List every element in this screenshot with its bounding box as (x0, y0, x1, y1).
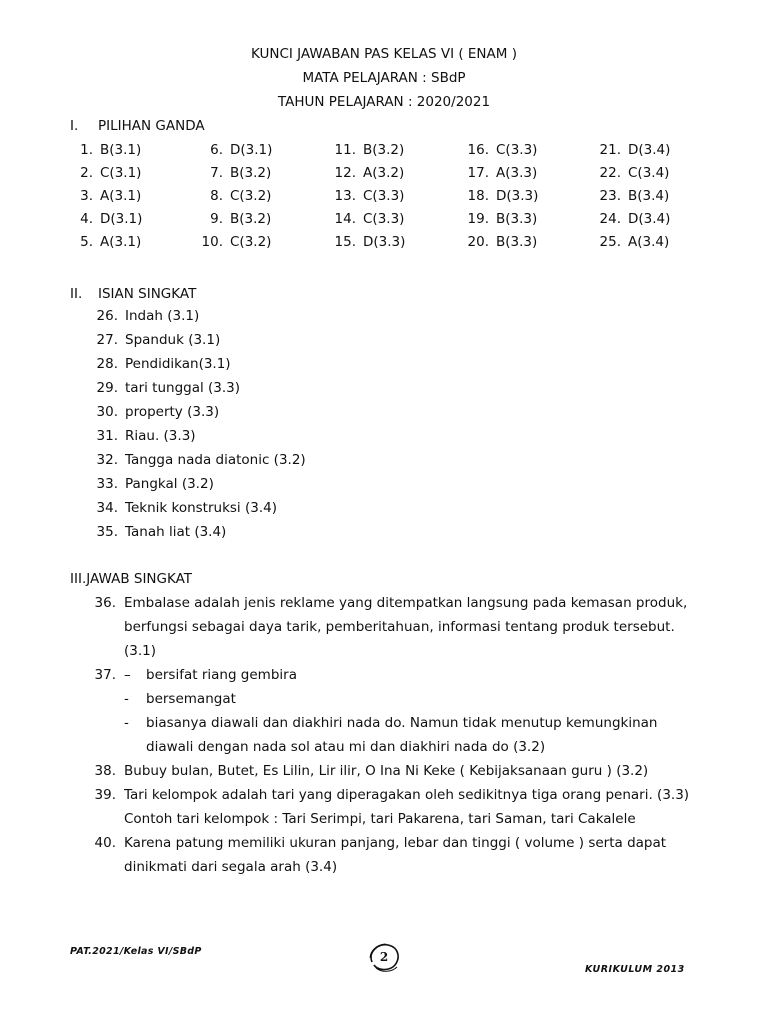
mc-answer (459, 234, 537, 250)
section-title: ISIAN SINGKAT (98, 286, 197, 302)
mc-answer (591, 142, 670, 158)
answer-value: A(3.3) (496, 165, 538, 181)
question-number: 10. (201, 234, 223, 250)
answer-value: B(3.4) (628, 188, 670, 204)
mc-answer (459, 188, 538, 204)
header-title: KUNCI JAWABAN PAS KELAS VI ( ENAM ) (251, 46, 517, 62)
answer-value: D(3.1) (100, 211, 143, 227)
header-year: TAHUN PELAJARAN : 2020/2021 (277, 94, 491, 110)
answer-value: C(3.3) (496, 142, 538, 158)
question-number: 11. (334, 142, 356, 158)
question-number: 13. (334, 188, 356, 204)
answer-value: C(3.3) (363, 188, 405, 204)
mc-answer (459, 165, 537, 181)
answer-value: D(3.4) (628, 211, 671, 227)
mc-answer (591, 188, 669, 204)
mc-answer (63, 142, 141, 158)
question-number: 7. (210, 165, 223, 181)
essay-text: Embalase adalah jenis reklame yang ditempatkan langsung pada kemasan produk, (124, 595, 688, 611)
question-number: 31. (96, 428, 118, 444)
answer-value: D(3.3) (496, 188, 539, 204)
essay-text: (3.1) (124, 643, 157, 659)
short-answer-item (95, 476, 214, 492)
essay-text: Karena patung memiliki ukuran panjang, lebar dan tinggi ( volume ) serta dapat (124, 835, 667, 851)
bullet-dash: – (124, 667, 131, 683)
question-number: 6. (210, 142, 223, 158)
mc-answer (63, 234, 141, 250)
question-number: 20. (467, 234, 489, 250)
essay-text: berfungsi sebagai daya tarik, pemberitahuan, informasi tentang produk tersebut. (124, 619, 675, 635)
essay-text: Contoh tari kelompok : Tari Serimpi, tari Pakarena, tari Saman, tari Cakalele (124, 811, 636, 827)
question-number: 9. (210, 211, 223, 227)
essay-text: Tari kelompok adalah tari yang diperagakan oleh sedikitnya tiga orang penari. (3.3) (124, 787, 690, 803)
header-subject: MATA PELAJARAN : SBdP (302, 70, 466, 86)
mc-answer (326, 142, 404, 158)
short-answer-item (95, 500, 277, 516)
essay-text: diawali dengan nada sol atau mi dan diakhiri nada do (3.2) (146, 739, 546, 755)
answer-value: A(3.1) (100, 188, 142, 204)
answer-value: B(3.3) (496, 211, 538, 227)
mc-answer (326, 165, 404, 181)
answer-value: B(3.2) (230, 211, 272, 227)
mc-answer (459, 211, 537, 227)
mc-answer (193, 211, 271, 227)
question-number: 17. (467, 165, 489, 181)
essay-text: bersifat riang gembira (146, 667, 297, 683)
answer-text: Riau. (3.3) (125, 428, 196, 444)
answer-value: A(3.2) (363, 165, 405, 181)
answer-value: D(3.3) (363, 234, 406, 250)
question-number: 24. (599, 211, 621, 227)
answer-value: A(3.1) (100, 234, 142, 250)
section-heading-short-answer (70, 286, 196, 302)
question-number: 3. (80, 188, 93, 204)
short-answer-item (95, 452, 306, 468)
essay-number: 36. (94, 595, 116, 611)
section-number: I. (70, 118, 79, 134)
mc-answer (459, 142, 537, 158)
essay-text: bersemangat (146, 691, 236, 707)
answer-value: A(3.4) (628, 234, 670, 250)
short-answer-item (95, 404, 219, 420)
footer-curriculum: KURIKULUM 2013 (585, 964, 685, 975)
mc-answer (63, 165, 141, 181)
answer-text: Pendidikan(3.1) (125, 356, 231, 372)
short-answer-item (95, 356, 231, 372)
mc-answer (326, 234, 405, 250)
mc-answer (193, 142, 272, 158)
answer-text: Spanduk (3.1) (125, 332, 221, 348)
essay-text: dinikmati dari segala arah (3.4) (124, 859, 338, 875)
question-number: 16. (467, 142, 489, 158)
question-number: 28. (96, 356, 118, 372)
page-number: 2 (379, 950, 389, 964)
answer-value: C(3.2) (230, 234, 272, 250)
answer-value: B(3.3) (496, 234, 538, 250)
answer-text: Tangga nada diatonic (3.2) (125, 452, 306, 468)
question-number: 27. (96, 332, 118, 348)
question-number: 30. (96, 404, 118, 420)
question-number: 21. (599, 142, 621, 158)
essay-number: 37. (94, 667, 116, 683)
question-number: 34. (96, 500, 118, 516)
question-number: 18. (467, 188, 489, 204)
answer-text: Pangkal (3.2) (125, 476, 214, 492)
question-number: 2. (80, 165, 93, 181)
mc-answer (326, 211, 404, 227)
footer-exam-code: PAT.2021/Kelas VI/SBdP (70, 946, 202, 957)
essay-text: Bubuy bulan, Butet, Es Lilin, Lir ilir, O Ina Ni Keke ( Kebijaksanaan guru ) (3.2) (124, 763, 649, 779)
question-number: 14. (334, 211, 356, 227)
short-answer-item (95, 428, 196, 444)
mc-answer (591, 165, 669, 181)
section-heading-essay: III.JAWAB SINGKAT (70, 571, 193, 587)
mc-answer (193, 188, 271, 204)
answer-value: C(3.4) (628, 165, 670, 181)
short-answer-item (95, 332, 220, 348)
answer-value: C(3.1) (100, 165, 142, 181)
question-number: 26. (96, 308, 118, 324)
short-answer-item (95, 308, 199, 324)
question-number: 1. (80, 142, 93, 158)
answer-value: C(3.2) (230, 188, 272, 204)
mc-answer (591, 234, 669, 250)
mc-answer (591, 211, 670, 227)
mc-answer (193, 234, 271, 250)
answer-text: Tanah liat (3.4) (125, 524, 227, 540)
essay-number: 39. (94, 787, 116, 803)
section-number: II. (70, 286, 83, 302)
answer-value: B(3.2) (230, 165, 272, 181)
answer-text: Indah (3.1) (125, 308, 200, 324)
essay-number: 40. (94, 835, 116, 851)
section-title: PILIHAN GANDA (98, 118, 205, 134)
question-number: 4. (80, 211, 93, 227)
answer-value: C(3.3) (363, 211, 405, 227)
question-number: 12. (334, 165, 356, 181)
question-number: 32. (96, 452, 118, 468)
short-answer-item (95, 380, 240, 396)
question-number: 5. (80, 234, 93, 250)
answer-text: tari tunggal (3.3) (125, 380, 241, 396)
question-number: 29. (96, 380, 118, 396)
question-number: 15. (334, 234, 356, 250)
mc-answer (193, 165, 271, 181)
answer-value: B(3.1) (100, 142, 142, 158)
section-heading-multiple-choice (70, 118, 205, 134)
mc-answer (63, 188, 141, 204)
essay-text: biasanya diawali dan diakhiri nada do. Namun tidak menutup kemungkinan (146, 715, 658, 731)
mc-answer (63, 211, 142, 227)
question-number: 22. (599, 165, 621, 181)
question-number: 33. (96, 476, 118, 492)
answer-value: D(3.4) (628, 142, 671, 158)
answer-text: Teknik konstruksi (3.4) (125, 500, 277, 516)
question-number: 23. (599, 188, 621, 204)
question-number: 8. (210, 188, 223, 204)
essay-number: 38. (94, 763, 116, 779)
answer-value: D(3.1) (230, 142, 273, 158)
short-answer-item (95, 524, 226, 540)
mc-answer (326, 188, 404, 204)
answer-text: property (3.3) (125, 404, 220, 420)
bullet-dash: - (124, 715, 129, 731)
question-number: 19. (467, 211, 489, 227)
bullet-dash: - (124, 691, 129, 707)
answer-value: B(3.2) (363, 142, 405, 158)
question-number: 35. (96, 524, 118, 540)
question-number: 25. (599, 234, 621, 250)
